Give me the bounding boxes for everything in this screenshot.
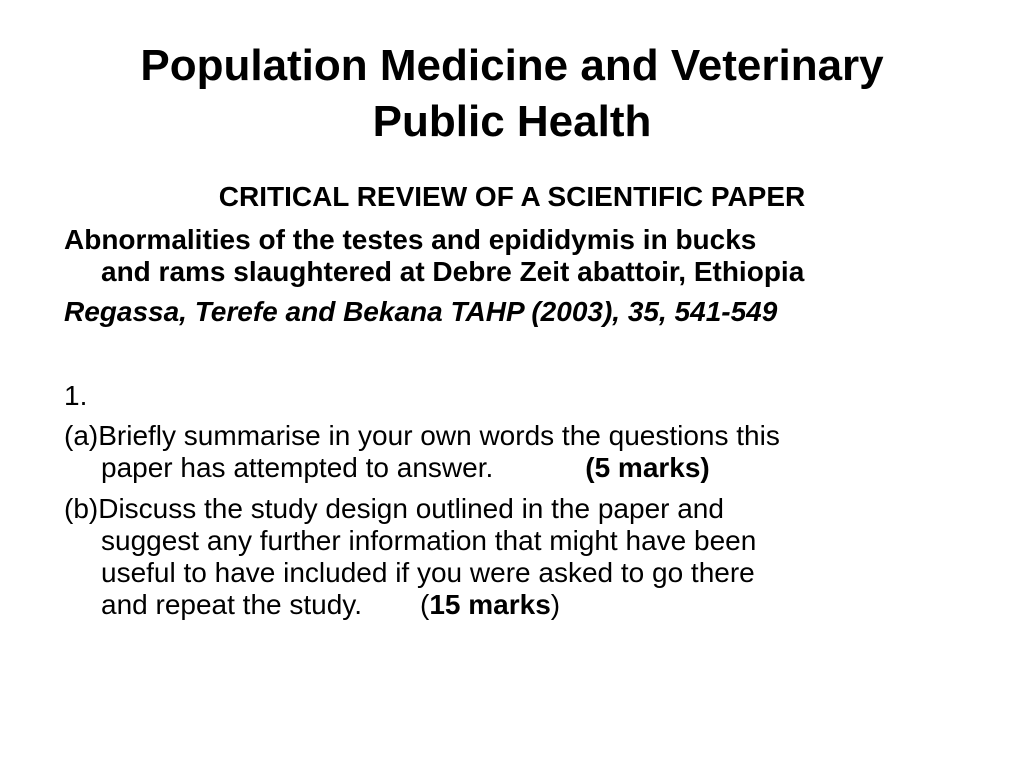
slide-title-line-2: Public Health [372,97,652,146]
paper-citation: Regassa, Terefe and Bekana TAHP (2003), 35, 541-549 [64,296,778,327]
question-part-b [64,493,984,621]
part-b-line-1: (b)Discuss the study design outlined in the paper and [64,493,724,524]
paper-title-line-2: and rams slaughtered at Debre Zeit abattoir, Ethiopia [101,256,805,287]
question-number: 1. [64,380,88,411]
part-b-line-4 [64,589,984,621]
slide-subtitle: CRITICAL REVIEW OF A SCIENTIFIC PAPER [218,181,806,212]
part-b-line-3: useful to have included if you were asked to go there [101,557,755,588]
part-b-line-2: suggest any further information that might have been [101,525,757,556]
part-a-marks: (5 marks) [585,452,710,483]
part-a-line-2-text: paper has attempted to answer. [101,452,494,483]
part-a-line-1: (a)Briefly summarise in your own words the questions this [64,420,780,451]
part-b-marks-open: ( [420,589,430,620]
part-b-marks: 15 marks [429,589,551,620]
paper-title [64,224,984,288]
slide-title-line-1: Population Medicine and Veterinary [140,41,884,90]
part-b-marks-close: ) [550,589,561,620]
paper-title-line-1: Abnormalities of the testes and epididymis in bucks [64,224,757,255]
part-b-line-4-text: and repeat the study. [101,589,362,620]
part-a-line-2 [64,452,984,484]
question-part-a [64,420,984,484]
slide-title [40,38,984,150]
